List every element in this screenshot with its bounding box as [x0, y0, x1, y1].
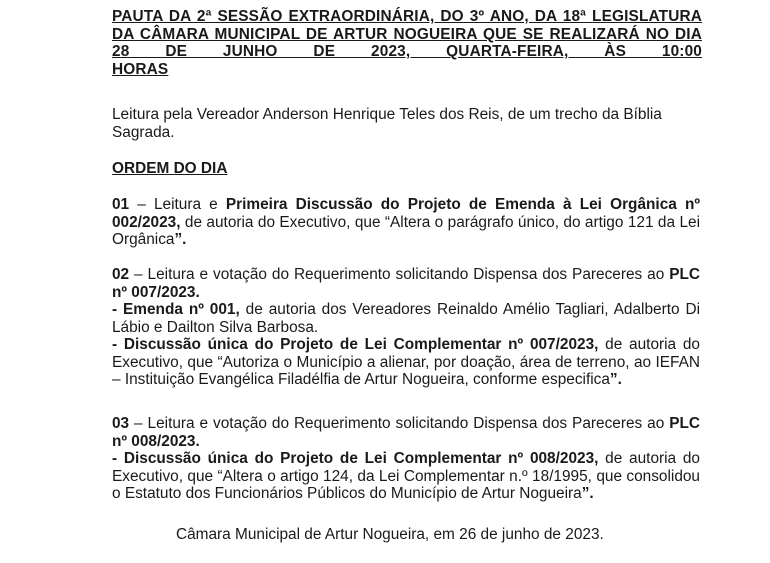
title-line-3: REALIZARÁ NO DIA 28 DE JUNHO DE 2023, QUARTA-FEIRA, ÀS 10:00 — [112, 25, 702, 60]
bible-reading-paragraph: Leitura pela Vereador Anderson Henrique Teles dos Reis, de um trecho da Bíblia Sagrada. — [112, 106, 662, 141]
item-02-emenda-text: de autoria dos Vereadores Reinaldo Amélio Tagliari, Adalberto Di Lábio e Dailton Silva Barbosa. — [112, 301, 700, 336]
item-03-number: 03 — [112, 415, 130, 432]
item-02-discussao-text: de autoria do Executivo, que “Autoriza o Município a alienar, por doação, área de terreno, ao IEFAN – Instituição Evangélica Filadélfia de Artur Nogueira, conforme especifica — [112, 336, 700, 388]
item-03-plc: PLC nº 008/2023. — [112, 415, 700, 450]
agenda-item-03 — [112, 415, 700, 503]
item-02-request-text: – Leitura e votação do Requerimento solicitando Dispensa dos Pareceres ao — [129, 266, 670, 283]
item-02-number: 02 — [112, 266, 130, 283]
ordem-do-dia-heading: ORDEM DO DIA — [112, 160, 228, 177]
title-line-4: HORAS — [112, 60, 169, 78]
item-01-description: de autoria do Executivo, que “Altera o parágrafo único, do artigo 121 da Lei Orgânica — [112, 213, 700, 248]
item-01-number: 01 — [112, 196, 130, 213]
item-01-bold: Primeira Discussão do Projeto de Emenda à Lei Orgânica nº 002/2023, — [112, 196, 700, 231]
item-02-emenda-bold: - Emenda nº 001, — [112, 301, 240, 318]
item-03-request-text: – Leitura e votação do Requerimento solicitando Dispensa dos Pareceres ao — [129, 415, 670, 432]
item-01-prefix-text: – Leitura e — [129, 196, 226, 213]
agenda-item-02 — [112, 266, 700, 389]
agenda-item-02-discussao — [112, 336, 700, 389]
item-01-end: ”. — [174, 231, 187, 248]
agenda-title — [112, 8, 702, 78]
agenda-item-02-emenda — [112, 301, 700, 336]
agenda-item-01 — [112, 196, 700, 249]
item-02-plc: PLC nº 007/2023. — [112, 266, 700, 301]
item-02-discussao-bold: - Discussão única do Projeto de Lei Complementar nº 007/2023, — [112, 336, 599, 353]
title-line-2: LEGISLATURA DA CÂMARA MUNICIPAL DE ARTUR NOGUEIRA QUE SE — [112, 8, 702, 43]
agenda-item-01-text — [112, 196, 700, 249]
item-03-discussao-end: ”. — [581, 485, 594, 502]
agenda-item-03-discussao — [112, 450, 700, 503]
agenda-item-03-request — [112, 415, 700, 450]
title-line-1: PAUTA DA 2ª SESSÃO EXTRAORDINÁRIA, DO 3º ANO, DA 18ª — [112, 8, 587, 25]
item-02-discussao-end: ”. — [609, 371, 622, 388]
item-03-discussao-text: de autoria do Executivo, que “Altera o artigo 124, da Lei Complementar n.º 18/1995, que consolidou o Estatuto dos Funcionários Públicos do Município de Artur Nogueira — [112, 450, 700, 502]
signature-date-line: Câmara Municipal de Artur Nogueira, em 26 de junho de 2023. — [176, 526, 604, 543]
item-03-discussao-bold: - Discussão única do Projeto de Lei Complementar nº 008/2023, — [112, 450, 599, 467]
item-01-prefix — [112, 196, 226, 213]
agenda-item-02-request — [112, 266, 700, 301]
